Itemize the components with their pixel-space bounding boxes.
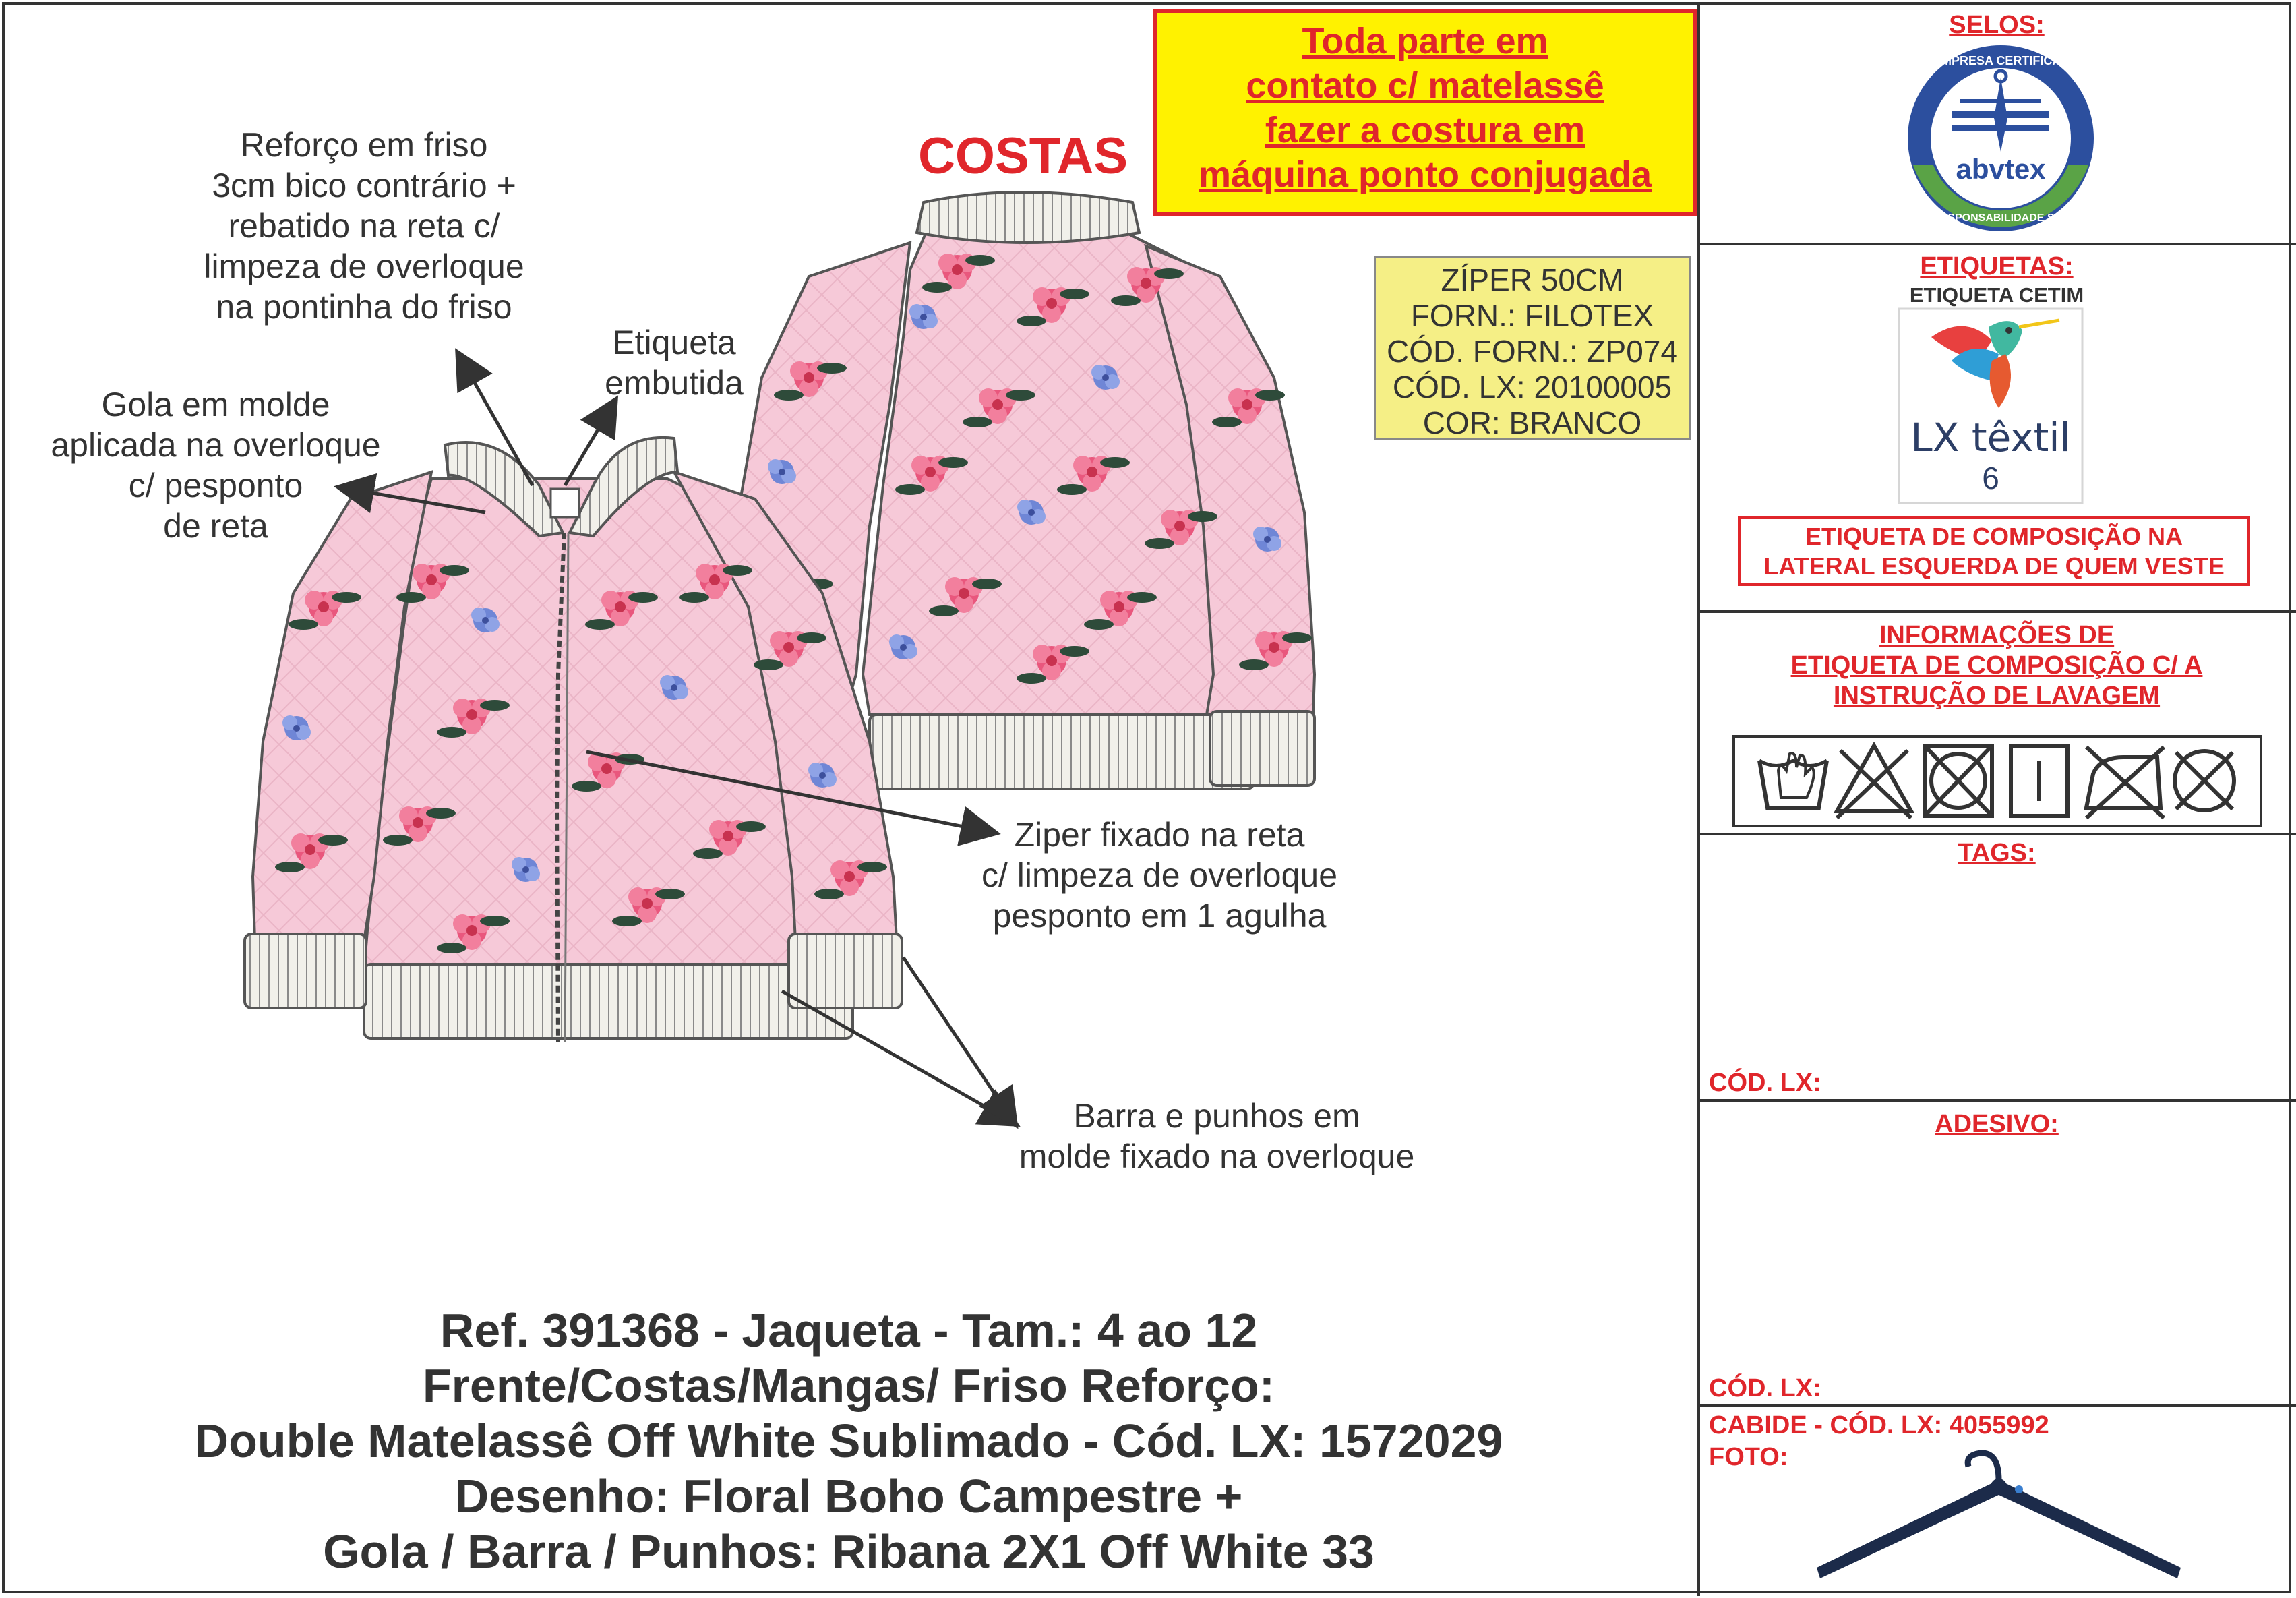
lx-textil-number: 6 <box>1982 461 1999 496</box>
costas-label: COSTAS <box>918 127 1128 185</box>
tags-cod-lx: CÓD. LX: <box>1709 1069 1821 1097</box>
zipper-line: ZÍPER 50CM <box>1441 262 1624 297</box>
zipper-spec-box <box>1374 256 1691 440</box>
seal-text-top: EMPRESA CERTIFICADA <box>1933 54 2079 67</box>
composition-line: LATERAL ESQUERDA DE QUEM VESTE <box>1763 552 2225 580</box>
lx-textil-brand: LX têxtil <box>1910 415 2071 461</box>
etiquetas-title: ETIQUETAS: <box>1920 252 2074 280</box>
info-line: INFORMAÇÕES DE <box>1879 621 2115 649</box>
callout-line: Barra e punhos em <box>1073 1097 1360 1135</box>
tags-title: TAGS: <box>1958 839 2036 867</box>
no-tumble-dry-icon <box>1925 746 1992 816</box>
composition-line: ETIQUETA DE COMPOSIÇÃO NA <box>1805 523 2183 550</box>
no-bleach-icon <box>1837 746 1911 818</box>
info-line: ETIQUETA DE COMPOSIÇÃO C/ A <box>1790 651 2203 680</box>
cabide-title: CABIDE - CÓD. LX: 4055992 <box>1709 1411 2049 1440</box>
callout-etiqueta <box>586 322 762 403</box>
etiqueta-cetim-subtitle: ETIQUETA CETIM <box>1909 283 2084 307</box>
callout-line: c/ limpeza de overloque <box>981 856 1338 894</box>
callout-line: Etiqueta <box>612 324 736 361</box>
callout-line: Reforço em friso <box>240 126 488 164</box>
matelasse-note-box <box>1153 9 1697 216</box>
callout-line: rebatido na reta c/ <box>228 207 500 245</box>
zipper-line: CÓD. LX: 20100005 <box>1392 369 1672 405</box>
hanger-icon <box>1817 1453 2181 1578</box>
hummingbird-logo-icon <box>1931 320 2059 408</box>
cabide-foto: FOTO: <box>1709 1443 1788 1471</box>
fabric-code: Double Matelassê Off White Sublimado - Cód. LX: 1572029 <box>194 1415 1503 1467</box>
selos-title: SELOS: <box>1949 11 2045 39</box>
no-iron-icon <box>2086 747 2164 818</box>
callout-gola <box>20 384 411 546</box>
seal-brand: abvtex <box>1956 153 2046 185</box>
callout-line: limpeza de overloque <box>204 247 524 285</box>
callout-line: molde fixado na overloque <box>1019 1137 1415 1175</box>
callout-line: 3cm bico contrário + <box>212 167 516 204</box>
note-line: máquina ponto conjugada <box>1199 154 1652 195</box>
composition-label-note <box>1738 516 2250 586</box>
no-dry-clean-icon <box>2175 751 2234 810</box>
callout-barra <box>991 1096 1443 1177</box>
print-design: Desenho: Floral Boho Campestre + <box>454 1470 1243 1522</box>
care-symbols-panel <box>1734 736 2261 826</box>
note-line: contato c/ matelassê <box>1246 65 1604 106</box>
callout-line: embutida <box>605 364 744 402</box>
callout-line: Ziper fixado na reta <box>1014 816 1305 854</box>
zipper-line: FORN.: FILOTEX <box>1410 298 1654 333</box>
callout-line: Gola em molde <box>101 386 330 423</box>
callout-line: aplicada na overloque <box>51 426 381 464</box>
callout-line: c/ pesponto <box>128 467 303 504</box>
seal-text-bottom: EM RESPONSABILIDADE SOCIAL <box>1913 212 2088 224</box>
callout-line: na pontinha do friso <box>216 288 512 326</box>
abvtex-seal-icon <box>1908 45 2094 231</box>
inner-label-square <box>551 489 579 517</box>
informacoes-title <box>1700 620 2293 711</box>
zipper-line: COR: BRANCO <box>1422 405 1642 440</box>
adesivo-title: ADESIVO: <box>1935 1110 2059 1138</box>
zipper-line: CÓD. FORN.: ZP074 <box>1387 334 1678 369</box>
adesivo-cod-lx: CÓD. LX: <box>1709 1374 1821 1402</box>
callout-ziper <box>957 815 1362 936</box>
line-dry-icon <box>2011 746 2067 816</box>
note-line: fazer a costura em <box>1265 110 1585 150</box>
callout-line: de reta <box>163 507 268 545</box>
callout-reforco <box>175 125 553 327</box>
fabric-parts: Frente/Costas/Mangas/ Friso Reforço: <box>422 1359 1275 1412</box>
hand-wash-icon <box>1759 753 1827 808</box>
info-line: INSTRUÇÃO DE LAVAGEM <box>1833 682 2161 710</box>
note-line: Toda parte em <box>1302 21 1548 61</box>
callout-line: pesponto em 1 agulha <box>992 897 1327 935</box>
product-reference: Ref. 391368 - Jaqueta - Tam.: 4 ao 12 <box>440 1304 1258 1357</box>
rib-trim: Gola / Barra / Punhos: Ribana 2X1 Off White 33 <box>323 1525 1374 1578</box>
